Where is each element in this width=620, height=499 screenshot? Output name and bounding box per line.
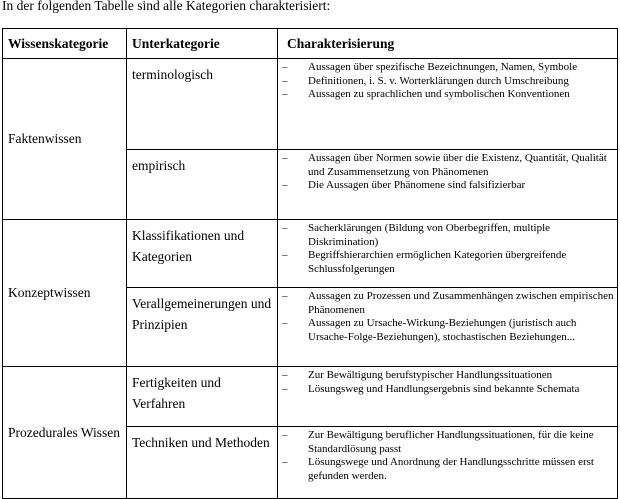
table-row bbox=[3, 220, 618, 288]
header-charakterisierung: Charakterisierung bbox=[278, 29, 618, 59]
category-label: Faktenwissen bbox=[8, 131, 82, 146]
bullet-dash: – bbox=[282, 429, 288, 441]
list-item bbox=[282, 61, 614, 75]
bullet-dash: – bbox=[282, 88, 288, 101]
category-cell bbox=[3, 59, 127, 220]
bullet-dash: – bbox=[282, 249, 288, 262]
list-item bbox=[282, 429, 614, 456]
list-item bbox=[282, 249, 614, 276]
list-item-text: Definitionen, i. S. v. Worterklärungen durch Umschreibung bbox=[308, 74, 569, 87]
list-item bbox=[282, 152, 614, 179]
list-item-text: Zur Bewältigung beruflicher Handlungssituationen, für die keine Standardlösung passt bbox=[308, 429, 594, 455]
table-row bbox=[3, 59, 618, 150]
table-row bbox=[3, 367, 618, 427]
bullet-dash: – bbox=[282, 61, 288, 73]
bullet-dash: – bbox=[282, 369, 288, 381]
description-cell bbox=[278, 427, 618, 499]
description-cell bbox=[278, 220, 618, 288]
list-item-text: Aussagen zu Prozessen und Zusammenhängen zwischen empirischen Phänomenen bbox=[308, 290, 614, 316]
list-item bbox=[282, 179, 614, 193]
category-cell bbox=[3, 220, 127, 367]
subcategory-cell: Verallgemeinerungen und Prinzipien bbox=[127, 288, 278, 367]
list-item-text: Aussagen über spezifische Bezeichnungen, Namen, Symbole bbox=[308, 61, 578, 73]
list-item bbox=[282, 456, 614, 483]
header-wissenskategorie: Wissenskategorie bbox=[3, 29, 127, 59]
bullet-dash: – bbox=[282, 290, 288, 302]
list-item bbox=[282, 290, 614, 317]
bullet-dash: – bbox=[282, 152, 288, 164]
list-item bbox=[282, 369, 614, 383]
bullet-dash: – bbox=[282, 317, 288, 330]
list-item-text: Aussagen zu sprachlichen und symbolischen Konventionen bbox=[308, 88, 570, 101]
list-item bbox=[282, 317, 614, 344]
list-item-text: Die Aussagen über Phänomene sind falsifizierbar bbox=[308, 179, 526, 192]
subcategory-cell: empirisch bbox=[127, 150, 278, 220]
bullet-dash: – bbox=[282, 74, 288, 87]
header-unterkategorie: Unterkategorie bbox=[127, 29, 278, 59]
category-label: Prozedurales Wissen bbox=[8, 424, 121, 440]
description-cell bbox=[278, 367, 618, 427]
header-row bbox=[3, 29, 618, 59]
subcategory-cell: Techniken und Methoden bbox=[127, 427, 278, 499]
description-cell bbox=[278, 288, 618, 367]
list-item bbox=[282, 222, 614, 249]
description-cell bbox=[278, 59, 618, 150]
subcategory-cell: Fertigkeiten und Verfahren bbox=[127, 367, 278, 427]
list-item-text: Lösungswege und Anordnung der Handlungsschritte müssen erst gefunden werden. bbox=[308, 456, 594, 482]
category-table bbox=[2, 28, 618, 499]
intro-text: In der folgenden Tabelle sind alle Kategorien charakterisiert: bbox=[2, 0, 331, 13]
bullet-dash: – bbox=[282, 222, 288, 234]
list-item-text: Begriffshierarchien ermöglichen Kategorien übergreifende Schlussfolgerungen bbox=[308, 249, 567, 275]
list-item-text: Lösungsweg und Handlungsergebnis sind bekannte Schemata bbox=[308, 382, 580, 395]
list-item bbox=[282, 383, 614, 397]
bullet-dash: – bbox=[282, 179, 288, 192]
bullet-dash: – bbox=[282, 456, 288, 469]
subcategory-cell: Klassifikationen und Kategorien bbox=[127, 220, 278, 288]
bullet-dash: – bbox=[282, 382, 288, 395]
list-item bbox=[282, 75, 614, 89]
category-label: Konzeptwissen bbox=[8, 285, 91, 300]
category-cell bbox=[3, 367, 127, 499]
description-cell bbox=[278, 150, 618, 220]
list-item bbox=[282, 88, 614, 102]
list-item-text: Sacherklärungen (Bildung von Oberbegriffen, multiple Diskrimination) bbox=[308, 222, 551, 248]
list-item-text: Aussagen zu Ursache-Wirkung-Beziehungen (juristisch auch Ursache-Folge-Beziehungen), stochastischen Beziehungen... bbox=[308, 317, 577, 343]
subcategory-cell: terminologisch bbox=[127, 59, 278, 150]
list-item-text: Zur Bewältigung berufstypischer Handlungssituationen bbox=[308, 369, 553, 381]
list-item-text: Aussagen über Normen sowie über die Existenz, Quantität, Qualität und Zusammensetzung von Phänomenen bbox=[308, 152, 607, 178]
